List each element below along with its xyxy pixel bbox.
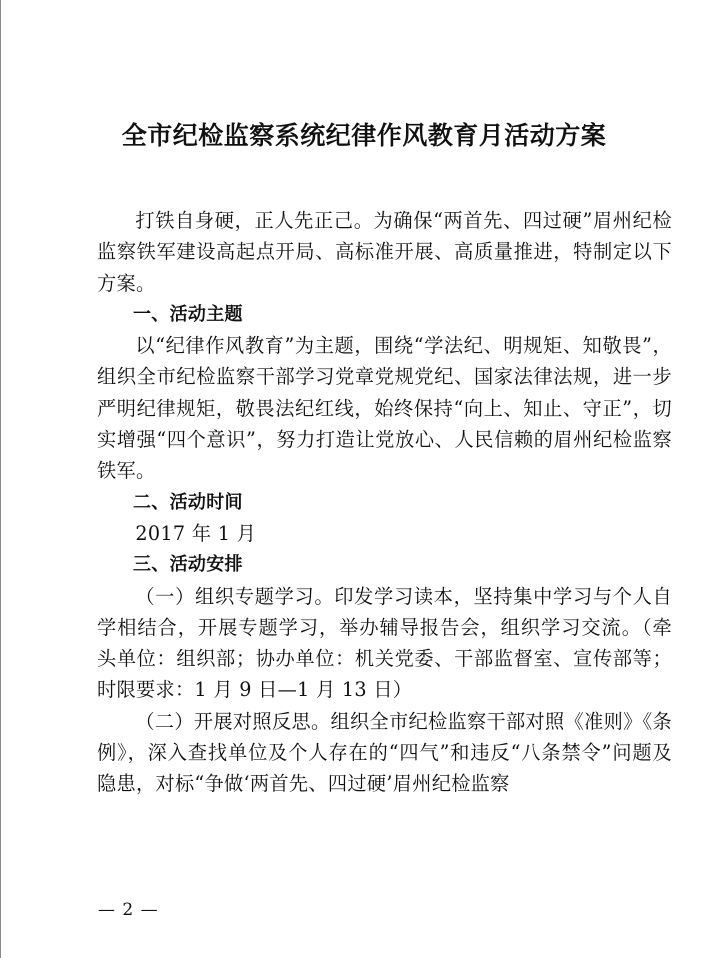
section-heading-theme: 一、活动主题 <box>133 303 243 325</box>
document-title: 全市纪检监察系统纪律作风教育月活动方案 <box>121 121 607 150</box>
theme-paragraph: 以“纪律作风教育”为主题，围绕“学法纪、明规矩、知敬畏”，组织全市纪检监察干部学习党章党规党纪、国家法律法规，进一步严明纪律规矩，敬畏法纪红线，始终保持“向上、知止、守正”，切实增强“四个意识”，努力打造让党放心、人民信赖的眉州纪检监察铁军。 <box>97 334 672 483</box>
arrangement-item-2: （二）开展对照反思。组织全市纪检监察干部对照《准则》《条例》，深入查找单位及个人存在的“四气”和违反“八条禁令”问题及隐患，对标“争做‘两首先、四过硬’眉州纪检监察 <box>97 709 672 796</box>
arrangement-item-1: （一）组织专题学习。印发学习读本，坚持集中学习与个人自学相结合，开展专题学习，举办辅导报告会，组织学习交流。（牵头单位：组织部；协办单位：机关党委、干部监督室、宣传部等；时限要求：1 月 9 日—1 月 13 日） <box>97 584 672 702</box>
document-body <box>97 205 672 800</box>
intro-paragraph: 打铁自身硬，正人先正己。为确保“两首先、四过硬”眉州纪检监察铁军建设高起点开局、高标准开展、高质量推进，特制定以下方案。 <box>97 209 672 295</box>
page-number: — 2 — <box>98 900 159 920</box>
section-heading-arrangement: 三、活动安排 <box>133 554 243 576</box>
time-paragraph: 2017 年 1 月 <box>135 521 257 545</box>
section-heading-time: 二、活动时间 <box>133 491 243 513</box>
